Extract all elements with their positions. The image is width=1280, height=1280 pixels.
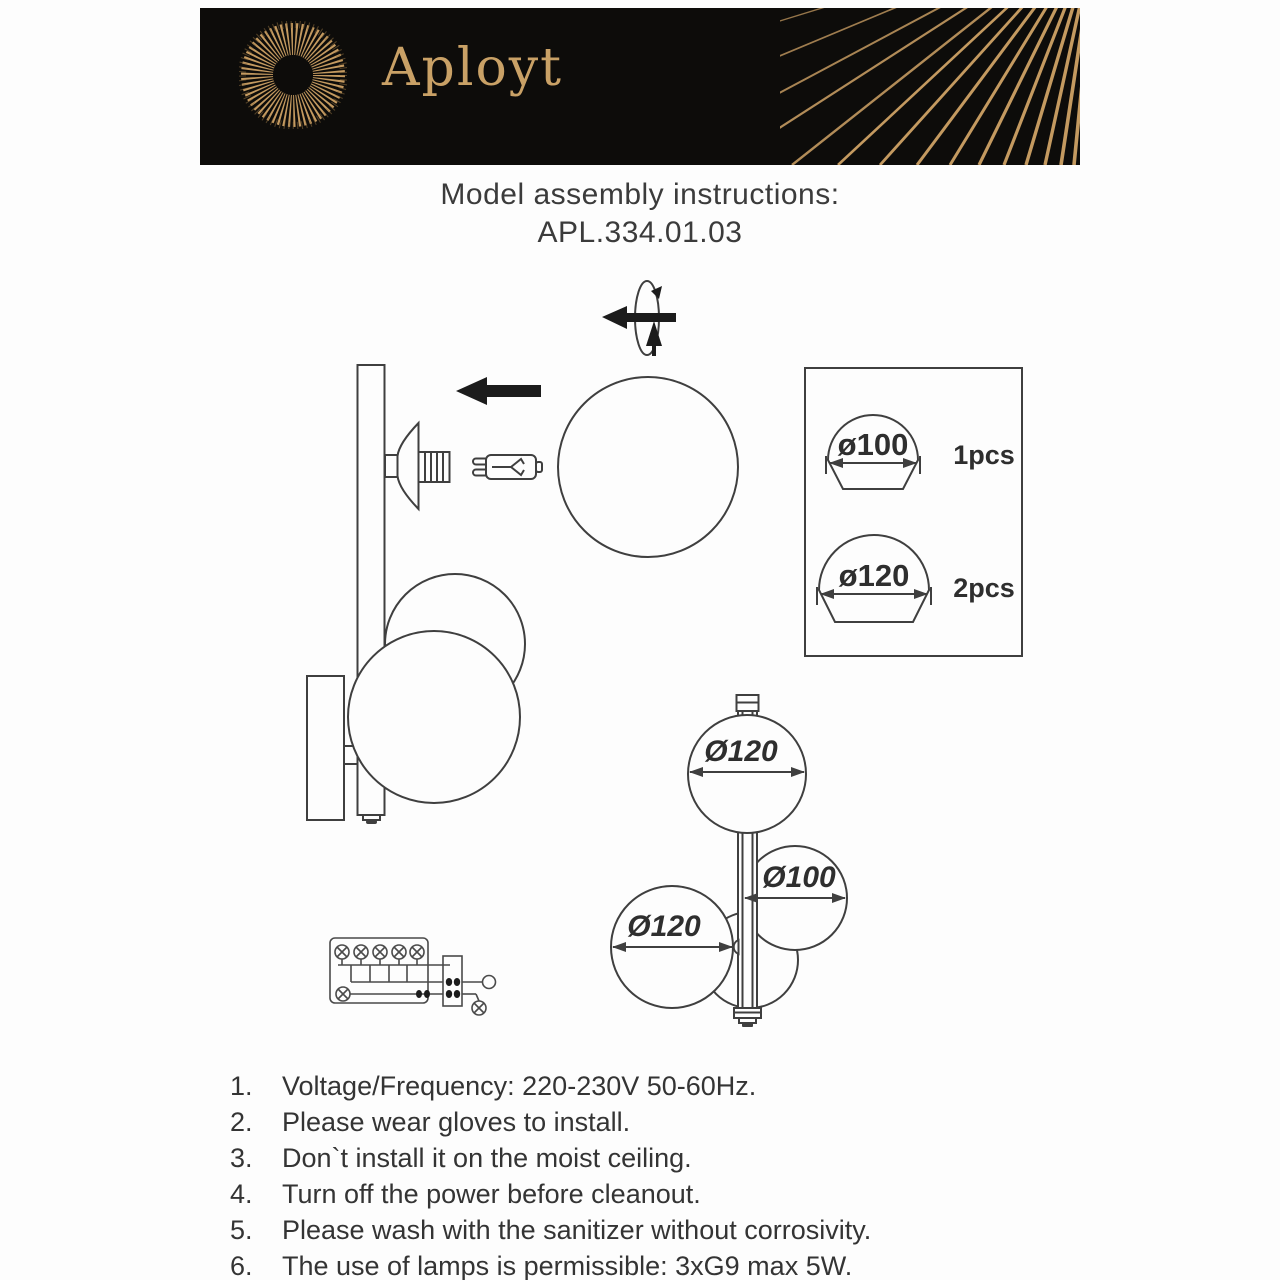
item-text: Please wash with the sanitizer without corrosivity. (282, 1215, 872, 1245)
lamp-symbols (335, 945, 424, 965)
item-number: 5. (230, 1215, 253, 1245)
item-text: Please wear gloves to install. (282, 1107, 631, 1137)
item-number: 1. (230, 1071, 253, 1101)
item-text: Voltage/Frequency: 220-230V 50-60Hz. (282, 1071, 757, 1101)
item-text: Turn off the power before cleanout. (282, 1179, 701, 1209)
front-left-dimension: Ø120 (627, 910, 701, 943)
list-item (230, 1104, 1090, 1140)
globe-120-label: ø120 (838, 558, 910, 593)
list-item (230, 1176, 1090, 1212)
item-number: 6. (230, 1251, 253, 1280)
parts-box (805, 368, 1022, 656)
side-view-diagram (307, 365, 738, 824)
brand-name: Aployt (382, 38, 564, 98)
front-right-dimension: Ø100 (762, 861, 836, 894)
globe-100-label: ø100 (837, 427, 909, 462)
item-text: The use of lamps is permissible: 3xG9 max 5W. (282, 1251, 853, 1280)
wiring-diagram (330, 938, 496, 1015)
globe-100-qty: 1pcs (953, 440, 1015, 470)
g9-bulb-icon (473, 455, 542, 479)
assembly-direction-arrow (456, 377, 541, 405)
item-text: Don`t install it on the moist ceiling. (282, 1143, 692, 1173)
title-line: Model assembly instructions: (440, 178, 840, 211)
list-item (230, 1212, 1090, 1248)
list-item (230, 1248, 1090, 1280)
front-top-dimension: Ø120 (704, 735, 778, 768)
item-number: 4. (230, 1179, 253, 1209)
item-number: 2. (230, 1107, 253, 1137)
front-view-diagram (611, 695, 847, 1027)
globe-120-qty: 2pcs (953, 573, 1015, 603)
list-item (230, 1140, 1090, 1176)
instructions-list (230, 1068, 1090, 1280)
list-item (230, 1068, 1090, 1104)
item-number: 3. (230, 1143, 253, 1173)
rotation-arrow-icon (602, 281, 676, 356)
model-number: APL.334.01.03 (537, 216, 743, 249)
